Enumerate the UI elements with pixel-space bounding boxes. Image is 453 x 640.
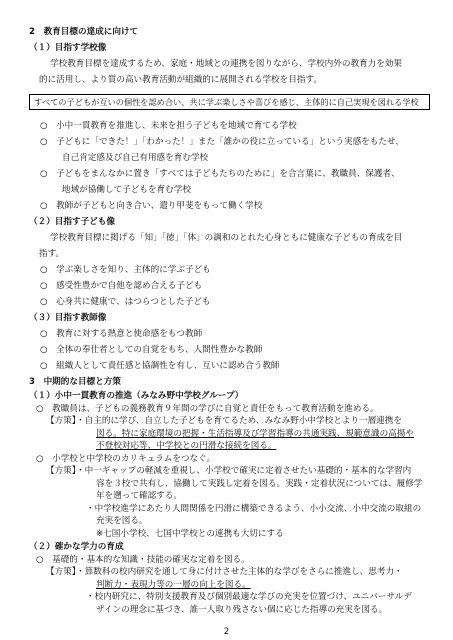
integrated-measure-3-line-1: ・中学校進学にあたり人間関係を円滑に構築できるよう、小小交流、小中交流の取組の — [86, 503, 422, 514]
school-vision-item-4: ○ 教師が子どもと向き合い、遣り甲斐をもって働く学校 — [40, 201, 263, 211]
teacher-vision-item-2: ○ 全体の奉仕者としての自覚をもち、人間性豊かな教師 — [40, 345, 263, 355]
subsection-child-vision-title: （２）目指す子ども像 — [29, 217, 115, 227]
section-2-heading: 2 教育目標の達成に向けて — [29, 27, 139, 37]
integrated-measure-3-line-2: 充実を図る。 — [96, 516, 148, 526]
integrated-goal-1: ○ 教職員は、子どもの義務教育９年間の学びに自覚と責任をもって教育活動を進める。 — [36, 403, 379, 414]
integrated-measure-2-line-3: 年を遡って確認する。 — [96, 491, 182, 501]
school-vision-item-3: ○ 子どもをまんなかに置き「すべては子どもたちのために」を合言葉に、教職員、保護者、 — [40, 169, 400, 179]
integrated-measure-2-line-2: 容を３校で共有し、協働して実践し定着を図る。実践・定着状況については、履修学 — [96, 478, 423, 489]
subsection-academic-ability-title: （２）確かな学力の育成 — [29, 542, 124, 552]
teacher-vision-item-1: ○ 教育に対する熱意と使命感をもつ教師 — [40, 329, 203, 339]
academic-measure-2-line-1: ・校内研究に、特別支援教育及び個別最適な学びの充実を位置づけ、ユニバーサルデ — [86, 592, 412, 602]
subsection-teacher-vision-title: （３）目指す教師像 — [29, 313, 107, 323]
section-3-heading: 3 中期的な目標と方策 — [29, 377, 121, 387]
integrated-measure-1-line-1: 【方策】・自主的に学び、自立した子どもを育てるため、みなみ野小中学校とより一層連携を — [46, 416, 402, 426]
school-vision-item-3-cont: 地域が協働して子どもを育む学校 — [62, 185, 191, 195]
child-vision-intro-line-2: 指す。 — [39, 249, 65, 259]
academic-measure-2-line-2: ザインの理念に基づき、誰一人取り残さない個に応じた指導の充実を図る。 — [96, 604, 388, 615]
integrated-note: ※七国小学校、七国中学校との連携も大切にする — [96, 528, 284, 539]
child-vision-item-3: ○ 心身共に健康で、はつらつとした子ども — [40, 297, 211, 307]
academic-measure-1-line-1: 【方策】・算数科の校内研究を通して身に付けさせた主体的な学びをさらに推進し、思考力・ — [46, 567, 403, 577]
integrated-goal-2: ○ 小学校と中学校のカリキュラムをつなぐ。 — [36, 453, 216, 464]
subsection-school-vision-title: （１）目指す学校像 — [29, 43, 107, 53]
academic-goal-1: ○ 基礎的・基本的な知識・技能の確実な定着を図る。 — [36, 554, 250, 565]
academic-measure-1-line-2: 判断力・表現力等の一層の向上を図る。 — [96, 579, 251, 590]
school-vision-intro-line-1: 学校教育目標を達成するため、家庭・地域との連携を図りながら、学校内外の教育力を効果 — [50, 59, 403, 69]
school-vision-item-2: ○ 子どもに「できた！」「わかった！」また「誰かの役に立っている」という実感をもたせ、 — [40, 137, 404, 147]
school-vision-item-2-cont: 自己肯定感及び自己有用感を育む学校 — [62, 153, 209, 163]
school-vision-box-text: すべての子どもが互いの個性を認め合い、共に学ぶ楽しさや喜びを感じ、主体的に自己実現を図れる学校 — [34, 97, 419, 107]
child-vision-item-2: ○ 感受性豊かで自他を認め合える子ども — [40, 281, 203, 291]
integrated-measure-2-line-1: 【方策】・中一ギャップの軽減を重視し、小学校で確実に定着させたい基礎的・基本的な学習内 — [46, 466, 412, 476]
page-number: 2 — [223, 627, 230, 637]
school-vision-item-1: ○ 小中一貫教育を推進し、未来を担う子どもを地域で育てる学校 — [40, 121, 297, 131]
integrated-measure-1-line-3: 不登校対応等、中学校との円滑な接続を図る。 — [96, 441, 277, 451]
integrated-measure-1-line-2: 図る。特に家庭環境の把握・生活指導及び学習指導の共通実践、規範意識の高揚や — [96, 428, 414, 439]
school-vision-intro-line-2: 的に活用し、より質の高い教育活動が組織的に展開される学校を目指す。 — [39, 75, 322, 85]
subsection-integrated-education-title: （１）小中一貫教育の推進（みなみ野中学校グループ） — [29, 391, 244, 401]
child-vision-intro-line-1: 学校教育目標に掲げる「知」「徳」「体」の調和のとれた心身ともに健康な子どもの育成を目 — [50, 233, 403, 243]
child-vision-item-1: ○ 学ぶ楽しさを知り、主体的に学ぶ子ども — [40, 265, 211, 275]
teacher-vision-item-3: ○ 組織人として責任感と協調性を有し、互いに認め合う教師 — [40, 361, 280, 371]
